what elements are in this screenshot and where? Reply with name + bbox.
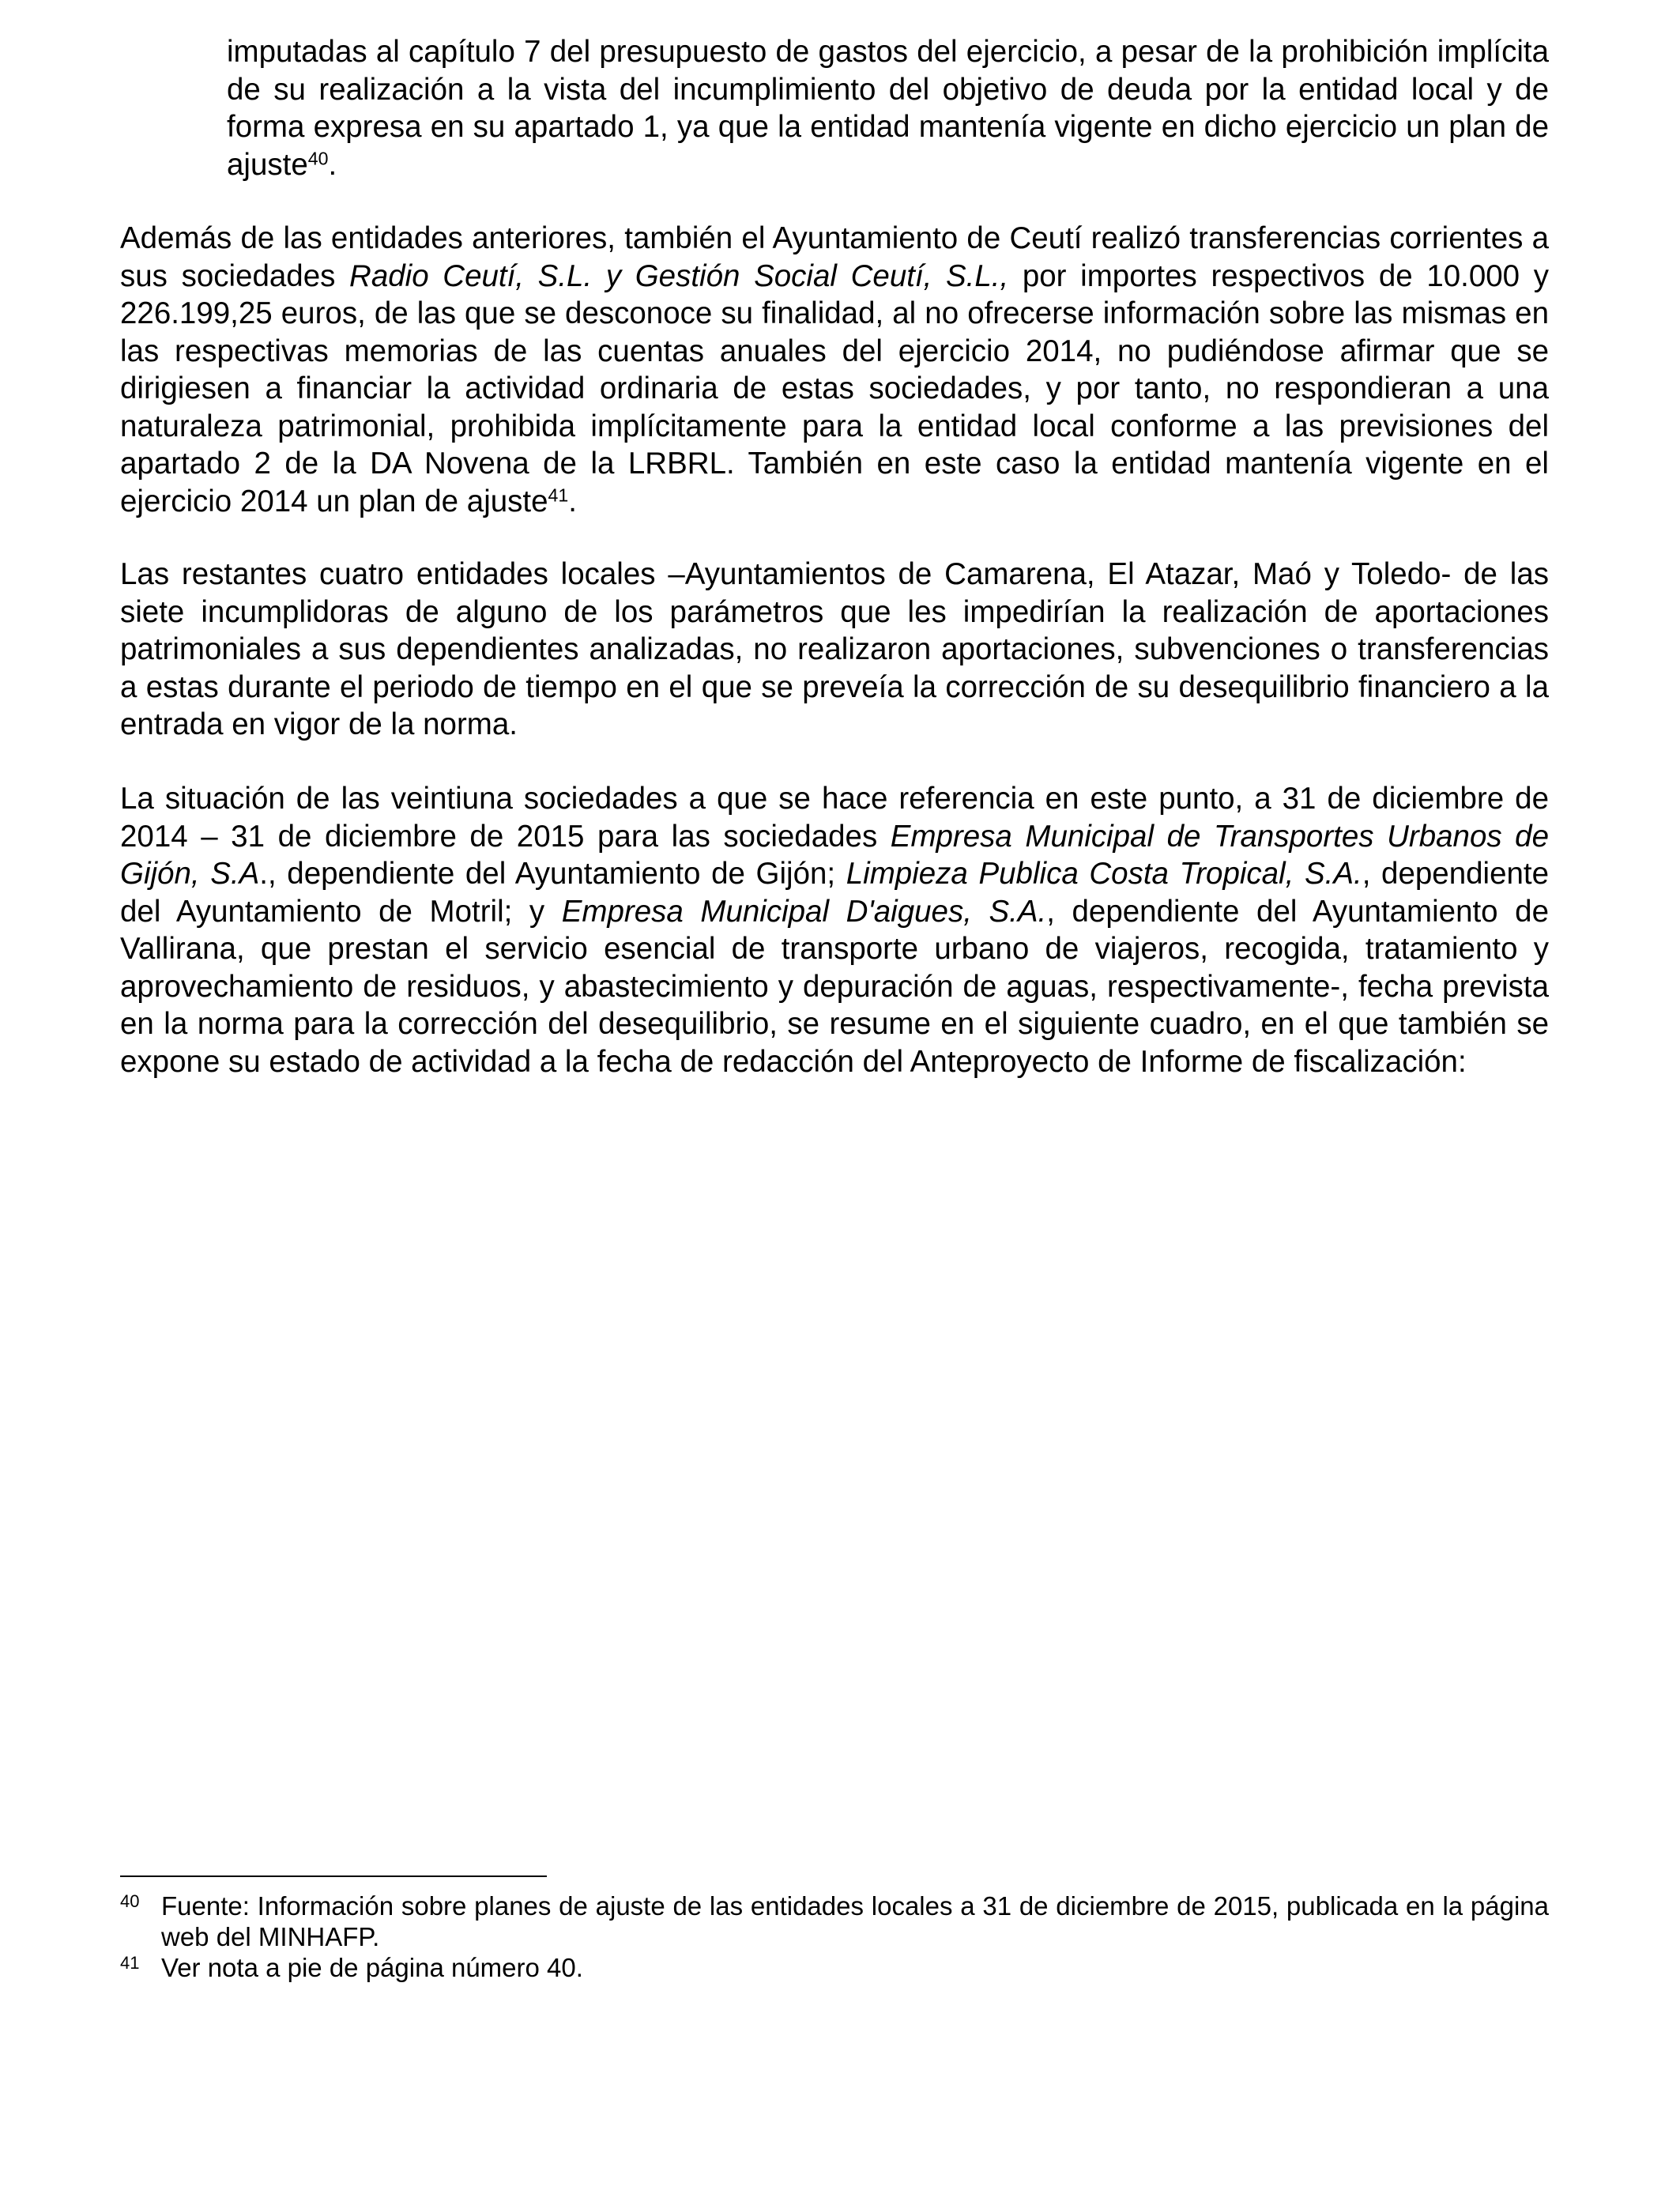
paragraph-text: Las restantes cuatro entidades locales –Ayuntamientos de Camarena, El Atazar, Maó y Toledo- de las siete incumplidoras de alguno de los parámetros que les impedirían la realización de aportaciones patrimoniales a sus dependientes analizadas, no realizaron aportaciones, subvenciones o transferencias a estas durante el periodo de tiempo en el que se preveía la corrección de su desequilibrio financiero a la entrada en vigor de la norma. bbox=[120, 557, 1549, 741]
footnote-40 bbox=[120, 1891, 1549, 1952]
footnote-text: Ver nota a pie de página número 40. bbox=[161, 1953, 583, 1982]
paragraph-text: ., dependiente del Ayuntamiento de Gijón; bbox=[259, 857, 846, 891]
paragraph-end-punctuation: . bbox=[568, 484, 577, 518]
paragraph-end-punctuation: . bbox=[328, 147, 337, 182]
paragraph-text: La situación de las veintiuna sociedades a que se hace referencia en este punto, a 31 de diciembre de 2014 – 31 de diciembre de 2015 para las sociedades bbox=[120, 782, 1549, 854]
footnote-separator bbox=[120, 1875, 547, 1877]
footnote-41 bbox=[120, 1952, 1549, 1983]
paragraph-text: , dependiente del Ayuntamiento de Motril; y bbox=[120, 857, 1549, 929]
paragraph-continuation bbox=[227, 33, 1549, 183]
paragraph-ceuti bbox=[120, 220, 1549, 520]
company-name-italic: Empresa Municipal de Transportes Urbanos de Gijón, S.A bbox=[120, 819, 1549, 891]
company-name-italic: Limpieza Publica Costa Tropical, S.A. bbox=[846, 857, 1362, 891]
footnote-reference-40[interactable]: 40 bbox=[307, 147, 329, 168]
paragraph-text: imputadas al capítulo 7 del presupuesto de gastos del ejercicio, a pesar de la prohibición implícita de su realización a la vista del incumplimiento del objetivo de deuda por la entidad local y de forma expresa en su apartado 1, ya que la entidad mantenía vigente en dicho ejercicio un plan de ajuste bbox=[227, 35, 1549, 182]
company-name-italic: Empresa Municipal D'aigues, S.A. bbox=[561, 894, 1047, 929]
footnote-number: 41 bbox=[120, 1953, 140, 1973]
footnote-text: Fuente: Información sobre planes de ajuste de las entidades locales a 31 de diciembre de 2015, publicada en la página web del MINHAFP. bbox=[161, 1891, 1549, 1951]
paragraph-text: Además de las entidades anteriores, también el Ayuntamiento de Ceutí realizó transferencias corrientes a sus sociedades bbox=[120, 221, 1549, 293]
footnote-number: 40 bbox=[120, 1891, 140, 1911]
paragraph-text: , dependiente del Ayuntamiento de Vallirana, que prestan el servicio esencial de transporte urbano de viajeros, recogida, tratamiento y aprovechamiento de residuos, y abastecimiento y depuración de aguas, respectivamente-, fecha prevista en la norma para la corrección del desequilibrio, se resume en el siguiente cuadro, en el que también se expone su estado de actividad a la fecha de redacción del Anteproyecto de Informe de fiscalización: bbox=[120, 894, 1549, 1079]
footnote-reference-41[interactable]: 41 bbox=[548, 484, 569, 505]
paragraph-situation bbox=[120, 780, 1549, 1080]
company-names-italic: Radio Ceutí, S.L. y Gestión Social Ceutí, S.L., bbox=[349, 258, 1009, 293]
paragraph-remaining-entities bbox=[120, 556, 1549, 744]
paragraph-text: por importes respectivos de 10.000 y 226.199,25 euros, de las que se desconoce su finalidad, al no ofrecerse información sobre las mismas en las respectivas memorias de las cuentas anuales del ejercicio 2014, no pudiéndose afirmar que se dirigiesen a financiar la actividad ordinaria de estas sociedades, y por tanto, no respondieran a una naturaleza patrimonial, prohibida implícitamente para la entidad local conforme a las previsiones del apartado 2 de la DA Novena de la LRBRL. También en este caso la entidad mantenía vigente en el ejercicio 2014 un plan de ajuste bbox=[120, 258, 1550, 518]
